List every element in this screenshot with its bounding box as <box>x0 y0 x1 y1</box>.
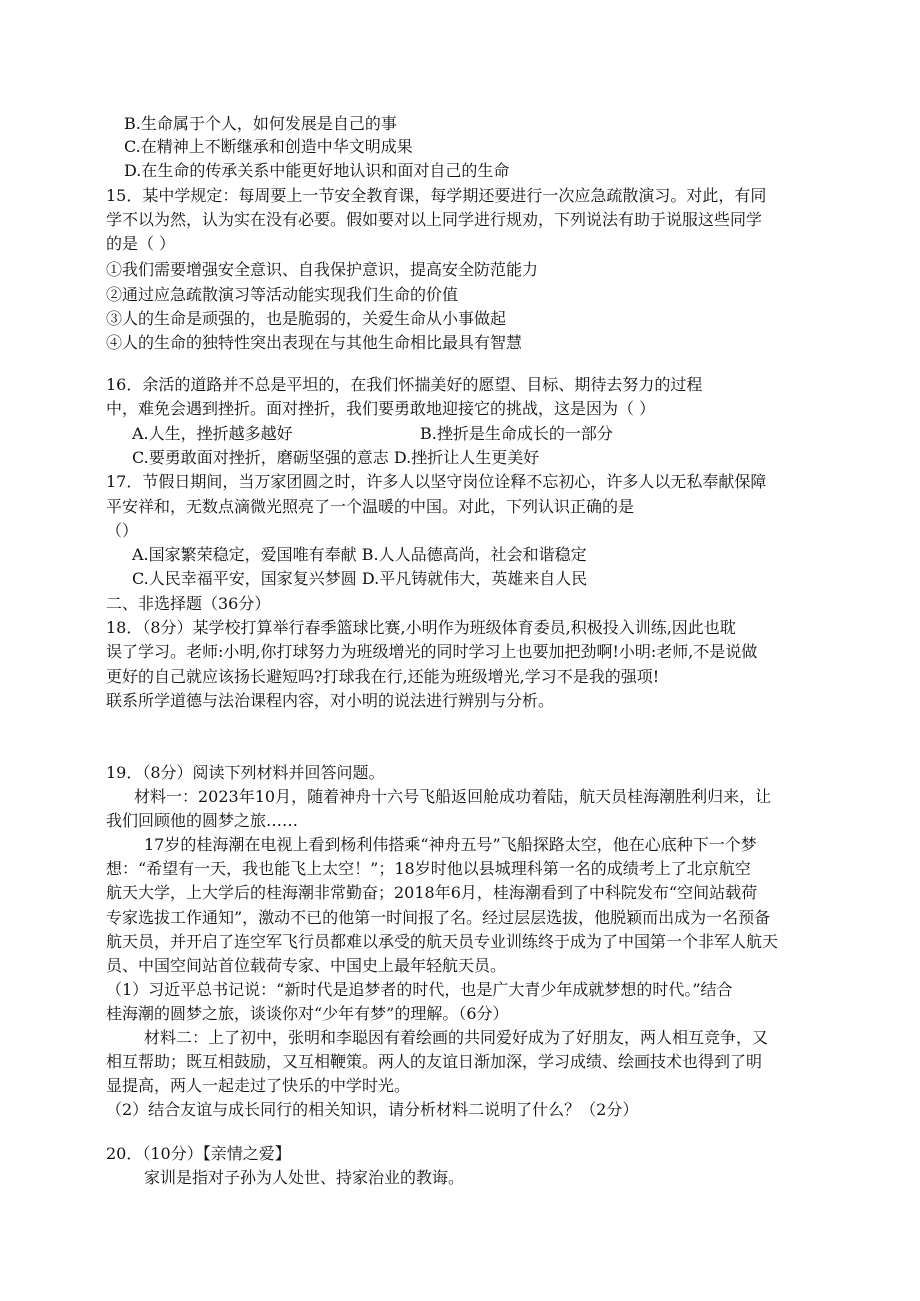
q19-material1-line1: 材料一：2023年10月，随着神舟十六号飞船返回舱成功着陆，航天员桂海潮胜利归来，让 <box>134 787 772 806</box>
q14-option-c: C.在精神上不断继承和创造中华文明成果 <box>124 137 413 156</box>
q18-line4: 联系所学道德与法治课程内容，对小明的说法进行辨别与分析。 <box>106 691 555 710</box>
q16-option-cd: C.要勇敢面对挫折，磨砺坚强的意志 D.挫折让人生更美好 <box>132 448 540 467</box>
q15-stem-line3: 的是（ ） <box>106 234 176 253</box>
q19-material1-line3: 17岁的桂海潮在电视上看到杨利伟搭乘“神舟五号”飞船探路太空，他在心底种下一个梦 <box>144 835 757 854</box>
q15-statement-1: ①我们需要增强安全意识、自我保护意识，提高安全防范能力 <box>106 260 539 279</box>
q17-answer-blank: （） <box>106 521 139 540</box>
q19-sub2: （2）结合友谊与成长同行的相关知识，请分析材料二说明了什么？（2分） <box>106 1100 639 1119</box>
q19-material2-line1: 材料二：上了初中，张明和李聪因有着绘画的共同爱好成为了好朋友，两人相互竞争，又 <box>144 1028 769 1047</box>
q14-option-d: D.在生命的传承关系中能更好地认识和面对自己的生命 <box>124 161 510 180</box>
q15-statement-2: ②通过应急疏散演习等活动能实现我们生命的价值 <box>106 285 459 304</box>
q20-line1: 家训是指对子孙为人处世、持家治业的教诲。 <box>144 1168 465 1187</box>
q16-stem-line2: 中，难免会遇到挫折。面对挫折，我们要勇敢地迎接它的挑战，这是因为（ ） <box>106 399 656 418</box>
q17-stem-line2: 平安祥和，无数点滴微光照亮了一个温暖的中国。对此，下列认识正确的是 <box>106 497 635 516</box>
q19-material2-line3: 显提高，两人一起走过了快乐的中学时光。 <box>106 1076 411 1095</box>
q19-material1-line7: 航天员，并开启了连空军飞行员都难以承受的航天员专业训练终于成为了中国第一个非军人航天 <box>106 932 779 951</box>
q14-option-b: B.生命属于个人，如何发展是自己的事 <box>124 114 397 133</box>
q17-stem-line1: 17．节假日期间，当万家团圆之时，许多人以坚守岗位诠释不忘初心，许多人以无私奉献保障 <box>106 472 767 491</box>
q17-option-ab: A.国家繁荣稳定，爱国唯有奉献 B.人人品德高尚，社会和谐稳定 <box>132 545 587 564</box>
q20-heading: 20．（10分）【亲情之爱】 <box>106 1144 291 1163</box>
q17-option-cd: C.人民幸福平安，国家复兴梦圆 D.平凡铸就伟大，英雄来自人民 <box>132 569 588 588</box>
q19-material1-line6: 专家选拔工作通知”，激动不已的他第一时间报了名。经过层层选拔，他脱颖而出成为一名预备 <box>106 908 771 927</box>
q15-statement-4: ④人的生命的独特性突出表现在与其他生命相比最具有智慧 <box>106 333 523 352</box>
q15-stem-line2: 学不以为然，认为实在没有必要。假如要对以上同学进行规劝，下列说法有助于说服这些同学 <box>106 210 763 229</box>
q19-stem: 19．（8分）阅读下列材料并回答问题。 <box>106 763 385 782</box>
q19-material1-line2: 我们回顾他的圆梦之旅…… <box>106 811 299 830</box>
q16-option-b: B.挫折是生命成长的一部分 <box>420 424 613 443</box>
q16-option-a: A.人生，挫折越多越好 <box>132 424 293 443</box>
q16-stem-line1: 16．余活的道路并不总是平坦的，在我们怀揣美好的愿望、目标、期待去努力的过程 <box>106 375 703 394</box>
section-2-heading: 二、非选择题（36分） <box>106 594 271 613</box>
q18-line2: 误了学习。老师:小明,你打球努力为班级增光的同时学习上也要加把劲啊!小明:老师,不是说做 <box>106 642 758 661</box>
q19-material1-line8: 员、中国空间站首位载荷专家、中国史上最年轻航天员。 <box>106 956 507 975</box>
q19-material1-line5: 航天大学，上大学后的桂海潮非常勤奋；2018年6月，桂海潮看到了中科院发布“空间站载荷 <box>106 883 758 902</box>
q19-sub1-line1: （1）习近平总书记说：“新时代是追梦者的时代，也是广大青少年成就梦想的时代。”结合 <box>106 980 733 999</box>
q19-sub1-line2: 桂海潮的圆梦之旅，谈谈你对“少年有梦”的理解。（6分） <box>106 1004 509 1023</box>
q15-stem-line1: 15．某中学规定：每周要上一节安全教育课，每学期还要进行一次应急疏散演习。对此，有同 <box>106 186 767 205</box>
q15-statement-3: ③人的生命是顽强的，也是脆弱的，关爱生命从小事做起 <box>106 309 507 328</box>
q19-material1-line4: 想：“希望有一天，我也能飞上太空！”；18岁时他以县城理科第一名的成绩考上了北京航空 <box>106 859 751 878</box>
q19-material2-line2: 相互帮助；既互相鼓励，又互相鞭策。两人的友谊日渐加深，学习成绩、绘画技术也得到了明 <box>106 1052 763 1071</box>
q18-line1: 18．（8分）某学校打算举行春季篮球比赛,小明作为班级体育委员,积极投入训练,因此也耽 <box>106 618 736 637</box>
q18-line3: 更好的自己就应该扬长避短吗?打球我在行,还能为班级增光,学习不是我的强项! <box>106 667 660 686</box>
